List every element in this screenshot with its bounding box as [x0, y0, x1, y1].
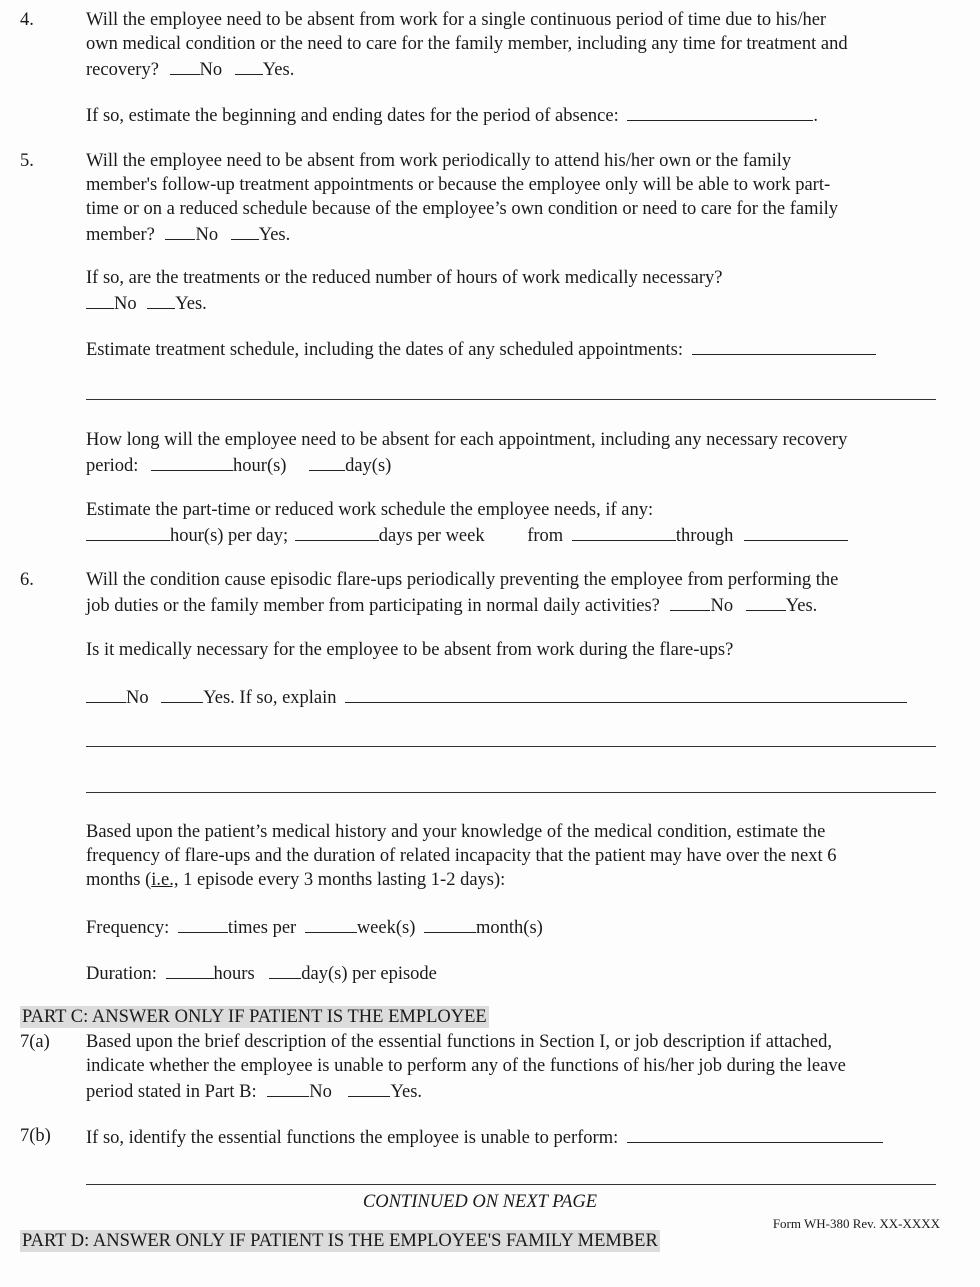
question-7a-yes-blank[interactable] [348, 1078, 390, 1097]
question-4-answer-row [86, 56, 294, 82]
frequency-row [86, 914, 543, 940]
hours-per-day-field[interactable] [86, 522, 170, 541]
question-7b-prompt: If so, identify the essential functions the employee is unable to perform: [86, 1128, 619, 1148]
question-4-number: 4. [20, 10, 34, 30]
question-7a-text-line1: Based upon the brief description of the essential functions in Section I, or job description if attached, [86, 1032, 832, 1052]
question-5-number: 5. [20, 151, 34, 171]
treatment-schedule-line-2[interactable] [86, 399, 936, 400]
appointment-absence-row [86, 452, 391, 478]
question-5-necessary-yes-label: Yes. [175, 294, 207, 314]
frequency-weeks-field[interactable] [305, 914, 357, 933]
question-4-no-blank[interactable] [170, 56, 200, 75]
question-4-yes-label: Yes. [262, 60, 295, 80]
question-6-number: 6. [20, 570, 34, 590]
question-5-no-blank[interactable] [165, 221, 195, 240]
from-date-field[interactable] [572, 522, 676, 541]
flare-up-history-ie: i.e., [151, 870, 179, 890]
appointment-absence-period-label: period: [86, 456, 139, 476]
flare-up-history-line1: Based upon the patient’s medical history and your knowledge of the medical condition, estimate the [86, 822, 826, 842]
question-6-text-line1: Will the condition cause episodic flare-ups periodically preventing the employee from performing the [86, 570, 839, 590]
weeks-label: week(s) [356, 918, 416, 938]
question-7a-number: 7(a) [20, 1032, 50, 1052]
duration-days-field[interactable] [269, 960, 301, 979]
question-4-text-line3: recovery? [86, 60, 159, 80]
from-label: from [527, 526, 564, 546]
part-d-header: PART D: ANSWER ONLY IF PATIENT IS THE EMPLOYEE'S FAMILY MEMBER [22, 1231, 658, 1251]
months-label: month(s) [476, 918, 543, 938]
essential-functions-line-2[interactable] [86, 1184, 936, 1185]
question-4-dates-end: . [813, 106, 818, 126]
question-6-yes-label: Yes. [785, 596, 818, 616]
question-7a-text-line3: period stated in Part B: [86, 1082, 257, 1102]
question-4-yes-blank[interactable] [235, 56, 263, 75]
question-5-text-line3: time or on a reduced schedule because of the employee’s own condition or need to care for the family [86, 199, 839, 219]
flare-up-history-line2: frequency of flare-ups and the duration of related incapacity that the patient may have over the next 6 [86, 846, 837, 866]
question-5-text-line2: member's follow-up treatment appointments or because the employee only will be able to work part- [86, 175, 831, 195]
question-7a-no-label: No [309, 1082, 332, 1102]
question-6-no-blank[interactable] [670, 592, 710, 611]
question-5-necessary-no-label: No [114, 294, 137, 314]
duration-days-label: day(s) per episode [301, 964, 437, 984]
flare-up-history-line3-post: 1 episode every 3 months lasting 1-2 days): [178, 870, 506, 890]
question-5-text-line4: member? [86, 225, 155, 245]
appointment-hours-label: hour(s) [233, 456, 287, 476]
question-4-no-label: No [199, 60, 223, 80]
flare-up-yes-blank[interactable] [161, 684, 203, 703]
duration-label: Duration: [86, 964, 157, 984]
flare-up-no-blank[interactable] [86, 684, 126, 703]
frequency-months-field[interactable] [424, 914, 476, 933]
appointment-days-label: day(s) [345, 456, 392, 476]
hours-per-day-label: hour(s) per day; [170, 526, 289, 546]
question-6-no-label: No [710, 596, 734, 616]
appointment-absence-text-line1: How long will the employee need to be absent for each appointment, including any necessary recovery [86, 430, 848, 450]
question-6-text-line2: job duties or the family member from participating in normal daily activities? [86, 596, 660, 616]
question-5-yes-blank[interactable] [231, 221, 259, 240]
question-5-necessary-no-blank[interactable] [86, 290, 114, 309]
flare-up-history-line3-pre: months ( [86, 870, 152, 890]
duration-hours-label: hours [213, 964, 255, 984]
frequency-times-field[interactable] [178, 914, 228, 933]
flare-up-necessary-prompt: Is it medically necessary for the employee to be absent from work during the flare-ups? [86, 640, 734, 660]
question-7a-text-line2: indicate whether the employee is unable to perform any of the functions of his/her job during the leave [86, 1056, 846, 1076]
days-per-week-label: days per week [378, 526, 485, 546]
reduced-schedule-row [86, 522, 848, 548]
treatment-schedule-prompt: Estimate treatment schedule, including the dates of any scheduled appointments: [86, 340, 683, 360]
appointment-days-field[interactable] [309, 452, 345, 471]
question-5-yes-label: Yes. [258, 225, 291, 245]
question-4-dates-row [86, 102, 818, 128]
flare-up-no-label: No [126, 688, 149, 708]
question-5-no-label: No [195, 225, 219, 245]
treatment-schedule-field[interactable] [692, 336, 876, 355]
form-id: Form WH-380 Rev. XX-XXXX [772, 1216, 940, 1231]
reduced-schedule-prompt: Estimate the part-time or reduced work schedule the employee needs, if any: [86, 500, 654, 520]
frequency-label: Frequency: [86, 918, 170, 938]
flare-up-explain-line-2[interactable] [86, 746, 936, 747]
question-7a-yes-label: Yes. [390, 1082, 423, 1102]
question-4-text-line1: Will the employee need to be absent from work for a single continuous period of time due to his/her [86, 10, 827, 30]
question-5-answer-row [86, 221, 290, 247]
treatment-schedule-row [86, 336, 876, 362]
part-c-header: PART C: ANSWER ONLY IF PATIENT IS THE EMPLOYEE [22, 1007, 487, 1027]
through-date-field[interactable] [744, 522, 848, 541]
times-per-label: times per [227, 918, 297, 938]
question-6-yes-blank[interactable] [746, 592, 786, 611]
flare-up-explain-line-3[interactable] [86, 792, 936, 793]
question-7b-row [86, 1124, 883, 1150]
through-label: through [675, 526, 734, 546]
appointment-hours-field[interactable] [151, 452, 233, 471]
question-5-necessary-row [86, 290, 207, 316]
duration-row [86, 960, 437, 986]
question-4-text-line2: own medical condition or the need to care for the family member, including any time for treatment and [86, 34, 848, 54]
flare-up-history-line3 [86, 868, 505, 892]
question-5-text-line1: Will the employee need to be absent from work periodically to attend his/her own or the family [86, 151, 792, 171]
flare-up-explain-field[interactable] [345, 684, 907, 703]
duration-hours-field[interactable] [166, 960, 214, 979]
question-7a-no-blank[interactable] [267, 1078, 309, 1097]
days-per-week-field[interactable] [295, 522, 379, 541]
question-7b-number: 7(b) [20, 1126, 51, 1146]
question-5-necessary-prompt: If so, are the treatments or the reduced number of hours of work medically necessary? [86, 268, 723, 288]
flare-up-yes-label: Yes. If so, explain [203, 688, 337, 708]
absence-dates-field[interactable] [627, 102, 813, 121]
essential-functions-field[interactable] [627, 1124, 883, 1143]
question-5-necessary-yes-blank[interactable] [147, 290, 175, 309]
question-4-dates-prompt: If so, estimate the beginning and ending dates for the period of absence: [86, 106, 619, 126]
flare-up-answer-row [86, 684, 907, 710]
question-7a-answer-row [86, 1078, 422, 1104]
continued-notice: CONTINUED ON NEXT PAGE [362, 1192, 598, 1212]
question-6-answer-row [86, 592, 817, 618]
